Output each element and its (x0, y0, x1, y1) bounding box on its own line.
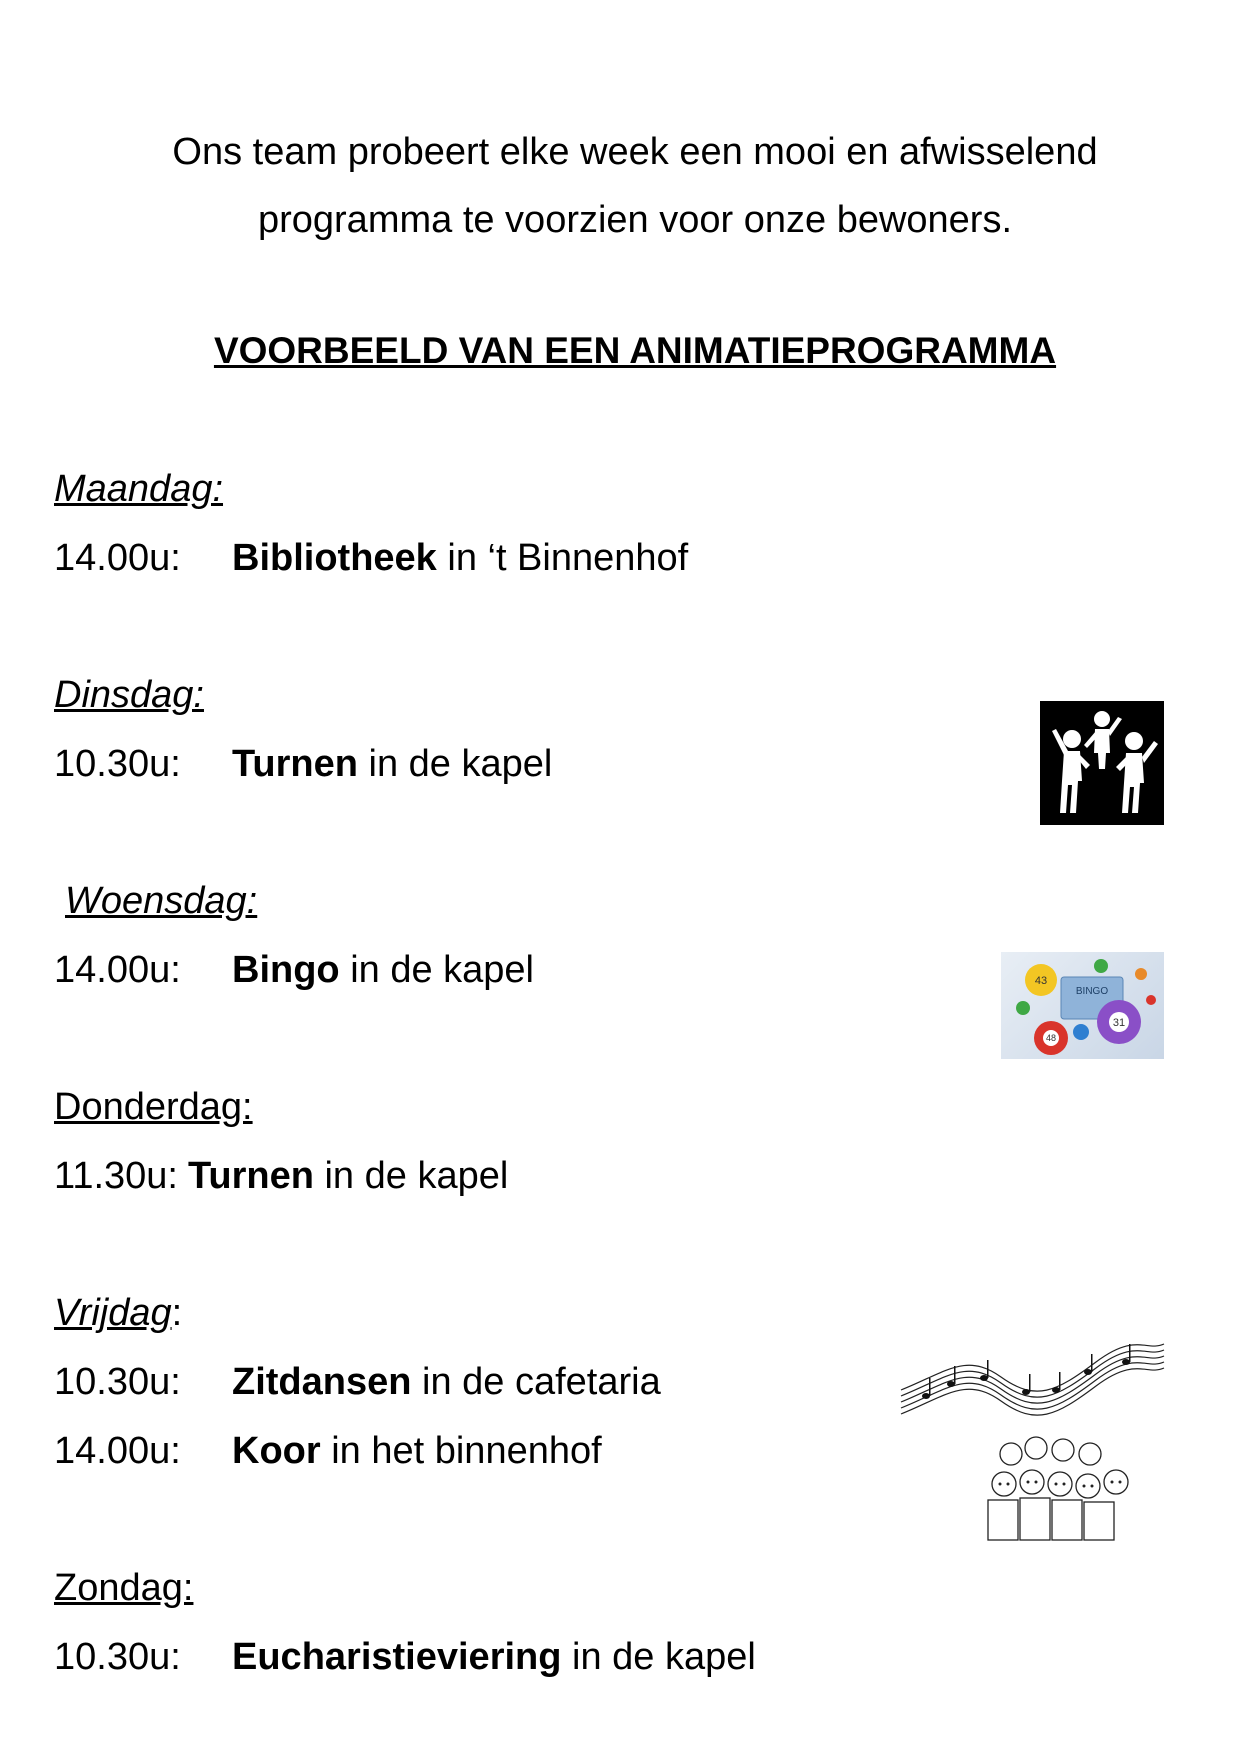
exercise-people-icon (1040, 701, 1164, 825)
event-place: in ‘t Binnenhof (436, 537, 689, 579)
event-row (54, 1636, 756, 1679)
event-place: in de cafetaria (411, 1361, 661, 1403)
day-heading-dinsdag: Dinsdag: (54, 674, 204, 716)
event-place: in de kapel (339, 949, 535, 991)
event-row (54, 1430, 602, 1473)
event-time: 10.30u: (54, 1361, 181, 1403)
bingo-ball-number: 43 (1034, 975, 1048, 987)
intro-text (60, 118, 1210, 254)
day-heading-donderdag: Donderdag: (54, 1086, 253, 1128)
day-heading-vrijdag (54, 1292, 182, 1335)
event-time: 10.30u: (54, 743, 181, 785)
day-heading-maandag: Maandag: (54, 468, 224, 510)
event-activity: Turnen (187, 1155, 314, 1197)
event-place: in de kapel (561, 1636, 756, 1678)
event-place: in het binnenhof (320, 1430, 602, 1472)
intro-line-1: Ons team probeert elke week een mooi en afwisselend (172, 131, 1098, 173)
event-row (54, 949, 534, 992)
event-row (54, 743, 552, 786)
bingo-ball-number: 31 (1112, 1017, 1126, 1029)
event-activity: Turnen (232, 743, 358, 785)
event-time: 14.00u: (54, 949, 181, 991)
day-heading-woensdag: Woensdag: (65, 880, 258, 922)
day-name: Vrijdag (54, 1292, 172, 1334)
event-activity: Bingo (232, 949, 340, 991)
bingo-card-label: BINGO (1075, 986, 1109, 997)
event-place: in de kapel (313, 1155, 509, 1197)
event-row (54, 537, 688, 580)
page-title: VOORBEELD VAN EEN ANIMATIEPROGRAMMA (213, 330, 1057, 371)
event-time: 11.30u: (54, 1155, 178, 1197)
event-activity: Eucharistieviering (232, 1636, 562, 1678)
bingo-ball-number: 48 (1045, 1033, 1057, 1043)
event-time: 14.00u: (54, 1430, 181, 1472)
music-notes-choir-icon (896, 1332, 1168, 1550)
event-activity: Koor (232, 1430, 321, 1472)
intro-line-2: programma te voorzien voor onze bewoners. (257, 199, 1013, 241)
event-activity: Zitdansen (232, 1361, 412, 1403)
event-time: 10.30u: (54, 1636, 181, 1678)
event-activity: Bibliotheek (232, 537, 437, 579)
bingo-balls-icon (1001, 952, 1164, 1059)
event-row (54, 1361, 661, 1404)
event-time: 14.00u: (54, 537, 181, 579)
event-place: in de kapel (357, 743, 553, 785)
day-colon: : (171, 1292, 183, 1334)
event-row (54, 1155, 508, 1198)
day-heading-zondag: Zondag: (54, 1567, 194, 1609)
